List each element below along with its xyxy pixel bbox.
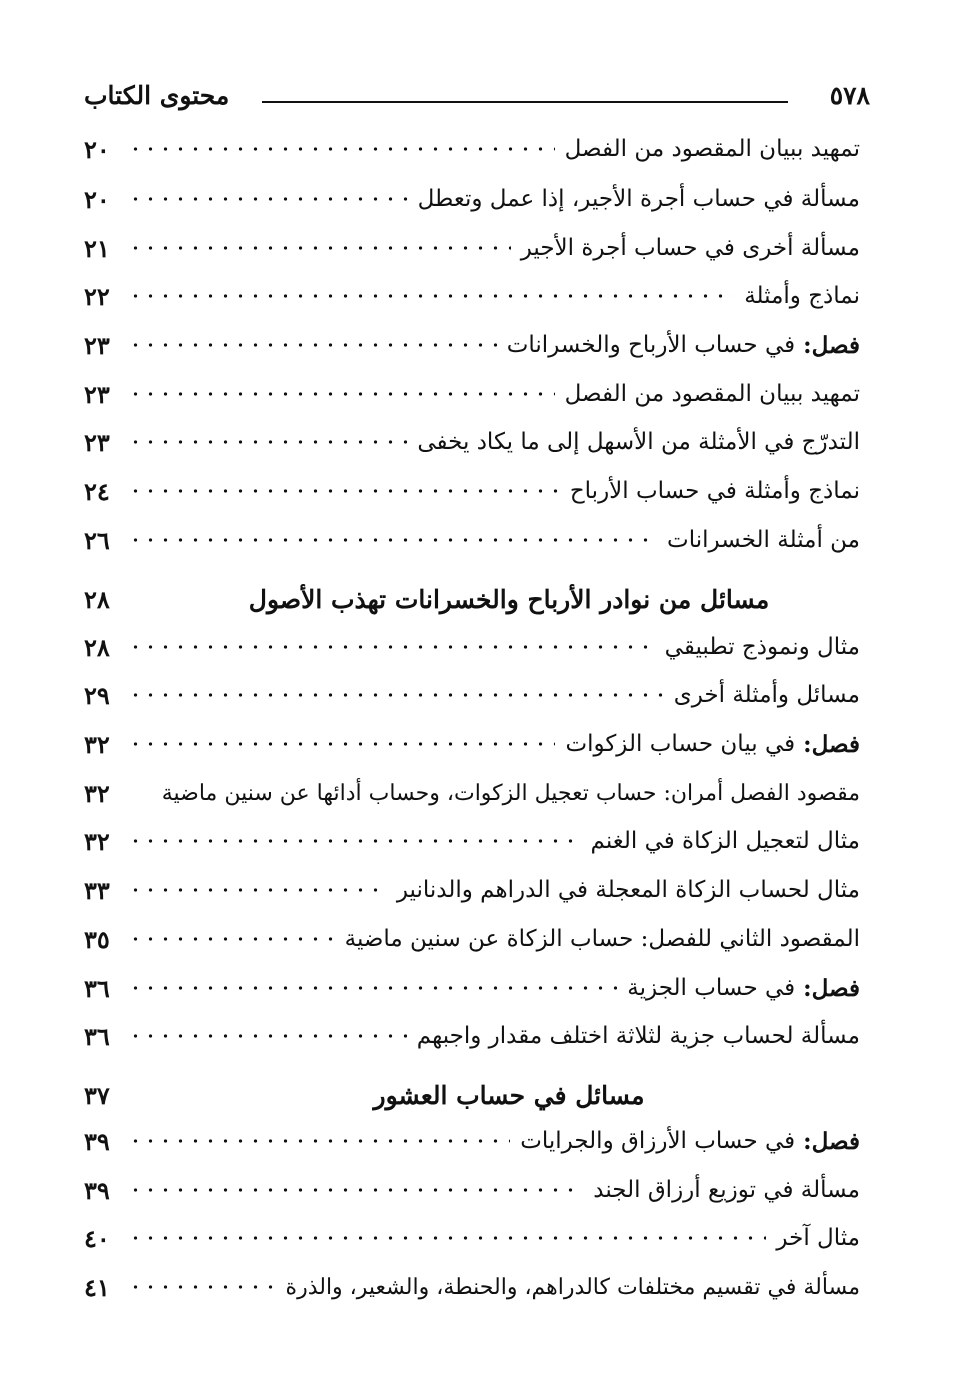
- toc-entry-text: مسألة في توزيع أرزاق الجند: [593, 1177, 860, 1203]
- toc-entry-text: في حساب الجزية: [627, 975, 796, 1001]
- toc-entry-page: ٤١: [84, 1272, 110, 1302]
- toc-entry-text: مثال آخر: [776, 1225, 860, 1251]
- toc-entry: [84, 771, 860, 815]
- toc-entry-page: ٣٩: [84, 1126, 110, 1156]
- chapter-heading-text: مسائل في حساب العشور: [373, 1080, 645, 1110]
- leader-dots: [128, 196, 408, 202]
- toc-entry-page: ٣٣: [84, 875, 110, 905]
- toc-entry-text: مقصود الفصل أمران: حساب تعجيل الزكوات، وحساب أدائها عن سنين ماضية: [161, 780, 860, 806]
- section-label: فصل:: [803, 1127, 860, 1155]
- leader-dots: [128, 838, 581, 844]
- toc-entry: [84, 1014, 860, 1058]
- toc-entry-page: ٢٦: [84, 525, 110, 555]
- toc-entry-page: ٢٣: [84, 379, 110, 409]
- toc-entry: [84, 1265, 860, 1309]
- toc-entry: [84, 966, 860, 1010]
- toc-entry-page: ٣٢: [84, 826, 110, 856]
- toc-entry-page: ٤٠: [84, 1223, 110, 1253]
- toc-entry-text: من أمثلة الخسرانات: [667, 527, 860, 553]
- toc-entry-text: المقصود الثاني للفصل: حساب الزكاة عن سنين ماضية: [344, 926, 860, 952]
- chapter-heading: [84, 1072, 860, 1118]
- toc-entry-text: مثال ونموذج تطبيقي: [664, 634, 860, 660]
- toc-entry: [84, 625, 860, 669]
- toc-entry: [84, 819, 860, 863]
- page-number: ٥٧٨: [829, 81, 870, 110]
- toc-entry: [84, 420, 860, 464]
- toc-entry-text: تمهيد ببيان المقصود من الفصل: [564, 136, 860, 162]
- toc-entry-text: مسألة أخرى في حساب أجرة الأجير: [520, 235, 860, 261]
- leader-dots: [128, 488, 560, 494]
- toc-entry: [84, 917, 860, 961]
- leader-dots: [128, 985, 617, 991]
- toc-entry-text: مسألة في حساب أجرة الأجير، إذا عمل وتعطل: [417, 186, 860, 212]
- toc-entry-page: ٣٦: [84, 973, 110, 1003]
- leader-dots: [128, 887, 387, 893]
- toc-entry-page: ٢١: [84, 233, 110, 263]
- toc-entry-text: مسألة لحساب جزية لثلاثة اختلف مقدار واجبهم: [416, 1023, 860, 1049]
- chapter-heading-page: ٢٨: [84, 584, 110, 614]
- toc-entry-text: في بيان حساب الزكوات: [565, 731, 796, 757]
- chapter-heading-text: مسائل من نوادر الأرباح والخسرانات تهذب الأصول: [248, 584, 770, 614]
- leader-dots: [128, 342, 497, 348]
- leader-dots: [128, 741, 555, 747]
- chapter-heading: [84, 576, 860, 622]
- toc-entry-text: في حساب الأرباح والخسرانات: [506, 332, 796, 358]
- leader-dots: [128, 790, 152, 796]
- toc-entry: [84, 469, 860, 513]
- toc-entry: [84, 673, 860, 717]
- toc-entry: [84, 127, 860, 171]
- toc-entry: [84, 1216, 860, 1260]
- header-rule: [262, 101, 788, 103]
- toc-entry-page: ٢٠: [84, 184, 110, 214]
- toc-entry-page: ٣٢: [84, 729, 110, 759]
- toc-entry: [84, 1168, 860, 1212]
- toc-entry: [84, 722, 860, 766]
- leader-dots: [128, 936, 335, 942]
- toc-entry-text: تمهيد ببيان المقصود من الفصل: [564, 381, 860, 407]
- toc-entry-page: ٢٨: [84, 632, 110, 662]
- leader-dots: [128, 1138, 510, 1144]
- leader-dots: [128, 245, 511, 251]
- toc-entry-page: ٣٥: [84, 924, 110, 954]
- leader-dots: [128, 146, 555, 152]
- leader-dots: [128, 692, 664, 698]
- toc-entry-page: ٢٩: [84, 680, 110, 710]
- toc-entry-page: ٢٣: [84, 427, 110, 457]
- toc-entry-text: مثال لتعجيل الزكاة في الغنم: [590, 828, 860, 854]
- running-title: محتوى الكتاب: [84, 81, 230, 110]
- leader-dots: [128, 1284, 276, 1290]
- toc-entry: [84, 868, 860, 912]
- toc-entry-page: ٢٣: [84, 330, 110, 360]
- page-header: [84, 78, 870, 118]
- toc-entry-text: مثال لحساب الزكاة المعجلة في الدراهم والدنانير: [396, 877, 860, 903]
- leader-dots: [128, 1033, 407, 1039]
- toc-entry-page: ٢٠: [84, 134, 110, 164]
- toc-entry-text: في حساب الأرزاق والجرايات: [520, 1128, 796, 1154]
- section-label: فصل:: [803, 331, 860, 359]
- leader-dots: [128, 391, 555, 397]
- toc-entry-text: التدرّج في الأمثلة من الأسهل إلى ما يكاد يخفى: [417, 429, 860, 455]
- toc-entry-page: ٣٢: [84, 778, 110, 808]
- toc-entry-page: ٢٢: [84, 281, 110, 311]
- chapter-heading-page: ٣٧: [84, 1080, 110, 1110]
- toc-entry: [84, 323, 860, 367]
- toc-entry: [84, 518, 860, 562]
- toc-entry: [84, 1119, 860, 1163]
- leader-dots: [128, 293, 734, 299]
- toc-entry: [84, 372, 860, 416]
- leader-dots: [128, 537, 657, 543]
- leader-dots: [128, 1235, 766, 1241]
- toc-entry-text: مسألة في تقسيم مختلفات كالدراهم، والحنطة، والشعير، والذرة: [285, 1274, 860, 1300]
- toc-entry-text: نماذج وأمثلة: [744, 283, 860, 309]
- toc-entry: [84, 226, 860, 270]
- toc-entry-page: ٢٤: [84, 476, 110, 506]
- leader-dots: [128, 1187, 583, 1193]
- toc-entry-page: ٣٩: [84, 1175, 110, 1205]
- toc-entry-page: ٣٦: [84, 1021, 110, 1051]
- toc-entry-text: مسائل وأمثلة أخرى: [673, 682, 860, 708]
- section-label: فصل:: [803, 974, 860, 1002]
- toc-entry: [84, 177, 860, 221]
- toc-entry-text: نماذج وأمثلة في حساب الأرباح: [569, 478, 860, 504]
- toc-entry: [84, 274, 860, 318]
- section-label: فصل:: [803, 730, 860, 758]
- leader-dots: [128, 439, 407, 445]
- leader-dots: [128, 644, 655, 650]
